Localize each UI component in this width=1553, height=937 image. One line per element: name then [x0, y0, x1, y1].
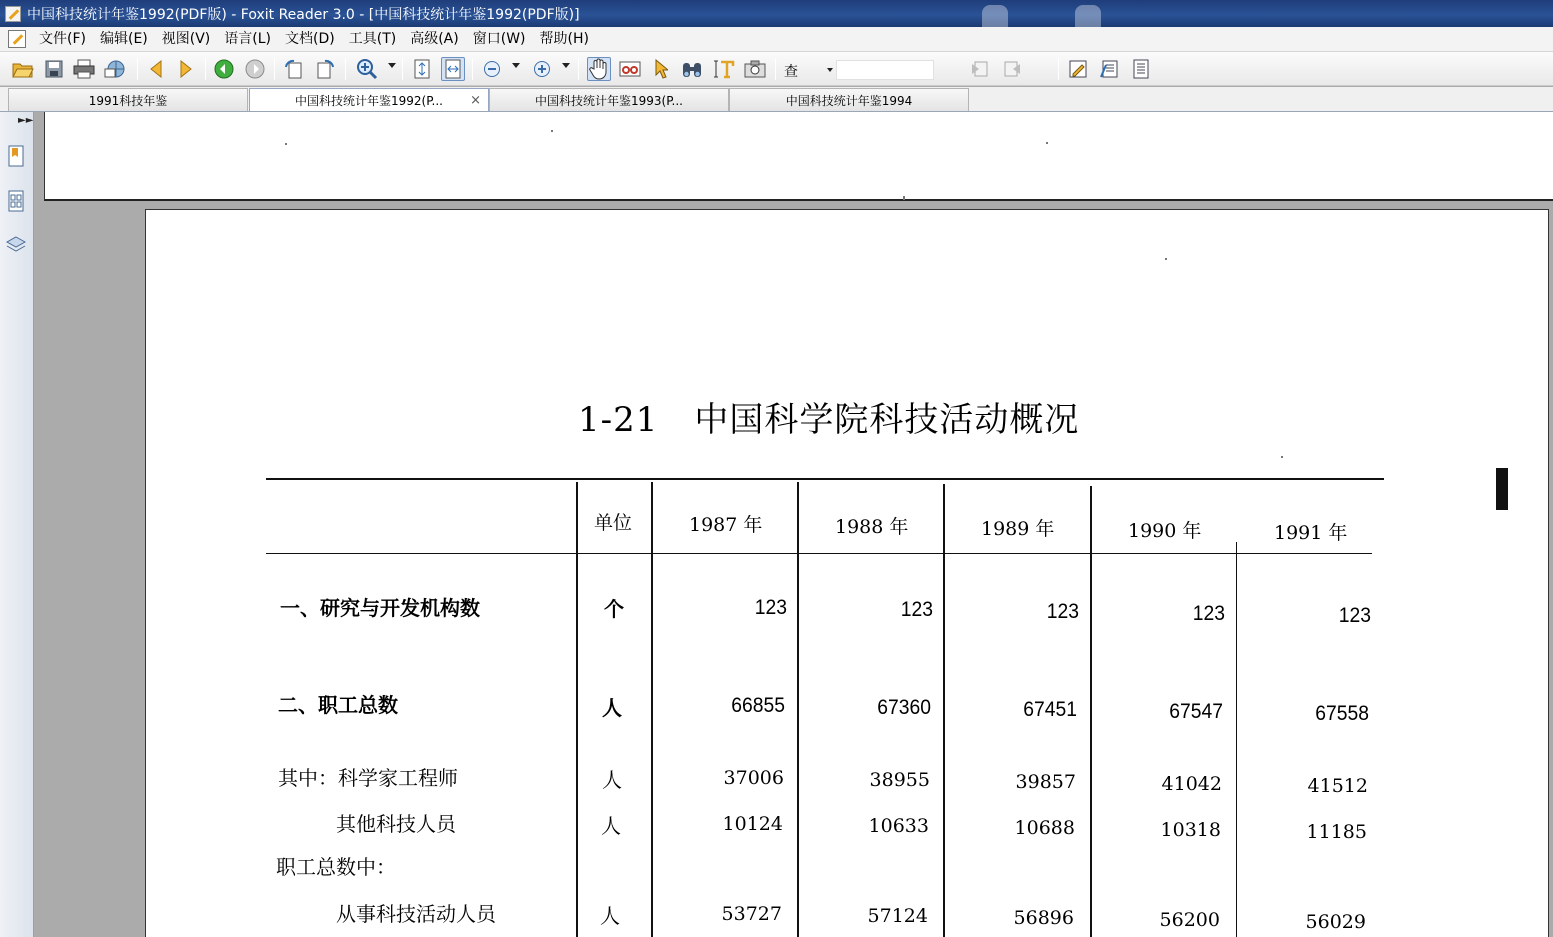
document-tab-bar: [0, 87, 1553, 112]
column-divider: [1236, 542, 1237, 937]
foxit-app-icon: [5, 6, 21, 22]
scan-speck: [1281, 456, 1283, 458]
column-divider: [651, 482, 653, 937]
toolbar-separator: [472, 58, 473, 80]
menu-tools[interactable]: 工具(T): [348, 31, 397, 47]
email-globe-icon[interactable]: [103, 57, 127, 81]
menu-bar: [0, 27, 1553, 52]
text-select-icon[interactable]: [712, 57, 736, 81]
table-cell: 56029: [1305, 911, 1366, 933]
toolbar-separator: [274, 58, 275, 80]
table-cell: 39857: [1015, 771, 1076, 793]
table-cell: 38955: [869, 769, 930, 791]
toolbar-separator: [578, 58, 579, 80]
toolbar-separator: [775, 58, 776, 80]
menu-advanced[interactable]: 高级(A): [410, 31, 459, 47]
hand-tool-icon[interactable]: [587, 57, 611, 81]
table-top-rule: [266, 478, 1384, 480]
table-cell: 10318: [1160, 819, 1221, 841]
table-cell: 67360: [877, 696, 931, 719]
toolbar-separator: [402, 58, 403, 80]
previous-page-icon[interactable]: [144, 57, 168, 81]
menu-file[interactable]: 文件(F): [39, 31, 86, 47]
year-column-header: 1990 年: [1128, 520, 1202, 542]
row-unit: 个: [604, 597, 624, 621]
zoom-in-tool-icon[interactable]: [355, 57, 379, 81]
previous-page-bottom: [44, 112, 1553, 201]
find-previous-icon[interactable]: [967, 57, 991, 81]
table-cell: 123: [900, 598, 933, 621]
table-cell: 123: [1338, 604, 1371, 627]
row-label: 从事科技活动人员: [336, 902, 496, 926]
find-label: 查: [784, 64, 798, 80]
pdf-page: [145, 209, 1549, 937]
tab-label: 中国科技统计年鉴1992(P...: [294, 93, 444, 108]
expand-panel-icon[interactable]: ►►: [18, 115, 34, 126]
toolbar-separator: [137, 58, 138, 80]
go-back-icon[interactable]: [212, 57, 236, 81]
navigation-panel: [0, 112, 34, 937]
menu-help[interactable]: 帮助(H): [539, 31, 589, 47]
menu-language[interactable]: 语言(L): [224, 31, 272, 47]
row-unit: 人: [601, 814, 621, 838]
go-forward-icon[interactable]: [243, 57, 267, 81]
table-title-text: 中国科学院科技活动概况: [694, 400, 1080, 440]
table-cell: 56200: [1159, 909, 1220, 931]
close-tab-icon[interactable]: ×: [470, 93, 481, 108]
table-cell: 11185: [1306, 821, 1367, 843]
row-label: 一、研究与开发机构数: [280, 596, 480, 620]
save-icon[interactable]: [42, 57, 66, 81]
toolbar-separator: [205, 58, 206, 80]
row-unit: 人: [602, 768, 622, 792]
year-column-header: 1989 年: [981, 518, 1055, 540]
scan-speck: [551, 130, 553, 132]
row-unit: 人: [602, 696, 622, 720]
rotate-left-icon[interactable]: [282, 57, 306, 81]
menu-view[interactable]: 视图(V): [161, 31, 211, 47]
bookmarks-icon[interactable]: [5, 144, 27, 168]
table-title: [578, 392, 1079, 441]
layers-icon[interactable]: [5, 233, 27, 257]
window-title-bar[interactable]: [0, 0, 1553, 27]
find-options-dropdown-icon[interactable]: [827, 68, 833, 72]
menu-edit[interactable]: 编辑(E): [99, 31, 148, 47]
title-glass-highlight: [982, 5, 1008, 27]
tab-1993[interactable]: [489, 88, 729, 111]
column-divider: [576, 482, 578, 937]
table-cell: 67547: [1169, 700, 1223, 723]
column-divider: [1090, 486, 1092, 937]
table-cell: 10124: [722, 813, 783, 835]
table-cell: 56896: [1013, 907, 1074, 929]
scan-speck: [285, 143, 287, 145]
find-binoculars-icon[interactable]: [680, 57, 704, 81]
table-cell: 57124: [867, 905, 928, 927]
toolbar-separator: [345, 58, 346, 80]
camera-snapshot-icon[interactable]: [743, 57, 767, 81]
typewriter-icon[interactable]: [1066, 57, 1090, 81]
year-column-header: 1991 年: [1274, 522, 1348, 544]
table-cell: 10688: [1014, 817, 1075, 839]
tab-label: 1991科技年鉴: [88, 93, 168, 108]
title-glass-highlight: [1075, 5, 1101, 27]
tab-1994[interactable]: [729, 88, 969, 111]
zoom-in-dropdown-icon[interactable]: [562, 63, 570, 68]
row-label: 职工总数中：: [276, 855, 396, 879]
scan-margin-mark: [1496, 468, 1508, 510]
scan-speck: [1046, 142, 1048, 144]
menu-document[interactable]: 文档(D): [285, 31, 335, 47]
fit-width-icon[interactable]: [441, 57, 465, 81]
row-label: 其他科技人员: [336, 812, 456, 836]
table-cell: 41512: [1307, 775, 1368, 797]
tab-label: 中国科技统计年鉴1993(P...: [534, 93, 684, 108]
year-column-header: 1988 年: [835, 516, 909, 538]
document-view[interactable]: [35, 112, 1553, 937]
table-cell: 67558: [1315, 702, 1369, 725]
tab-1992[interactable]: [249, 88, 489, 111]
find-input[interactable]: [836, 60, 934, 80]
snapshot-glasses-icon[interactable]: [618, 57, 642, 81]
tab-1991[interactable]: [8, 88, 248, 111]
table-cell: 37006: [723, 767, 784, 789]
table-cell: 53727: [721, 903, 782, 925]
toolbar-separator: [1058, 58, 1059, 80]
table-cell: 123: [1192, 602, 1225, 625]
find-next-icon[interactable]: [1001, 57, 1025, 81]
page-thumbnails-icon[interactable]: [5, 189, 27, 213]
column-divider: [797, 482, 799, 937]
table-cell: 10633: [868, 815, 929, 837]
scan-speck: [1165, 258, 1167, 260]
fit-page-icon[interactable]: [410, 57, 434, 81]
document-icon[interactable]: [8, 30, 26, 48]
year-column-header: 1987 年: [689, 514, 763, 536]
table-cell: 67451: [1023, 698, 1077, 721]
table-cell: 123: [754, 596, 787, 619]
column-divider: [943, 484, 945, 937]
document-properties-icon[interactable]: [1129, 57, 1153, 81]
print-icon[interactable]: [72, 57, 96, 81]
table-cell: 123: [1046, 600, 1079, 623]
table-cell: 66855: [731, 694, 785, 717]
menu-window[interactable]: 窗口(W): [472, 31, 526, 47]
row-unit: 人: [600, 904, 620, 928]
table-cell: 41042: [1161, 773, 1222, 795]
table-header-rule: [266, 553, 1372, 554]
table-number: 1-21: [578, 400, 659, 440]
zoom-tool-dropdown-icon[interactable]: [388, 63, 396, 68]
open-folder-icon[interactable]: [11, 57, 35, 81]
window-title: 中国科技统计年鉴1992(PDF版) - Foxit Reader 3.0 - [中国科技统计年鉴1992(PDF版)]: [27, 6, 580, 23]
unit-column-header: 单位: [594, 512, 633, 534]
rotate-right-icon[interactable]: [313, 57, 337, 81]
main-toolbar: [0, 52, 1553, 86]
zoom-in-icon[interactable]: [530, 57, 554, 81]
select-arrow-icon[interactable]: [649, 57, 673, 81]
tab-label: 中国科技统计年鉴1994: [785, 93, 913, 108]
next-page-icon[interactable]: [174, 57, 198, 81]
zoom-out-icon[interactable]: [480, 57, 504, 81]
scan-speck: [903, 196, 905, 200]
row-label: 二、职工总数: [278, 693, 398, 717]
zoom-out-dropdown-icon[interactable]: [512, 63, 520, 68]
note-icon[interactable]: [1097, 57, 1121, 81]
row-label: 其中：科学家工程师: [278, 766, 458, 790]
